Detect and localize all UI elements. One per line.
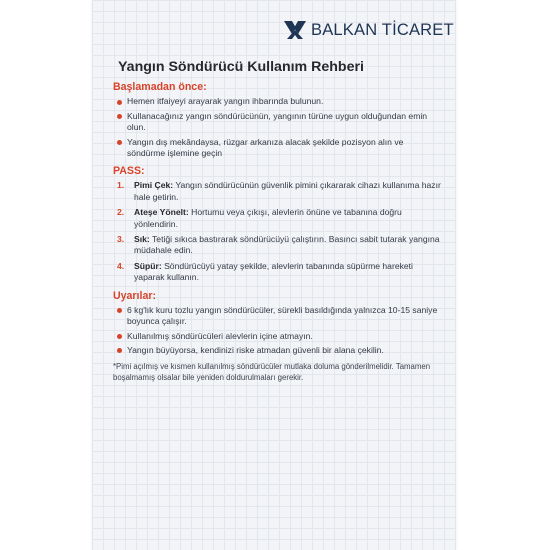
warnings-list [113,305,443,357]
brand-logo [283,16,454,44]
pass-step: 2. Ateşe Yönelt: Hortumu veya çıkışı, alevlerin önüne ve tabanına doğru yönlendirin. [117,207,402,229]
pass-steps [113,180,443,283]
list-item: Kullanacağınız yangın söndürücünün, yangının türüne uygun olduğundan emin olun. [113,111,443,134]
list-item: Yangın dış mekândaysa, rüzgar arkanıza alacak şekilde pozisyon alın ve söndürme işlemine geçin [113,137,443,160]
bullet-dot-icon [117,100,122,105]
list-item: Yangın büyüyorsa, kendinizi riske atmadan güvenli bir alana çekilin. [113,345,443,356]
footnote: *Pimi açılmış ve kısmen kullanılmış söndürücüler mutlaka doluma gönderilmelidir. Tamamen boşalmamış olsalar bile yeniden doldurulmaları gerekir. [113,362,431,382]
brand-name: BALKAN TİCARET [311,20,454,39]
page-title: Yangın Söndürücü Kullanım Rehberi [118,59,364,75]
brand-emblem-icon [283,18,307,42]
before-list [113,96,443,159]
pass-step: 4. Süpür: Söndürücüyü yatay şekilde, alevlerin tabanında süpürme hareketi yaparak kullanın. [117,260,413,283]
pass-step: 3. Sık: Tetiği sıkıca bastırarak söndürücüyü çalıştırın. Basıncı sabit tutarak yangına müdahale edin. [117,234,440,256]
bullet-dot-icon [117,348,122,353]
bullet-dot-icon [117,114,122,119]
bullet-dot-icon [117,308,122,313]
section-heading-warnings: Uyarılar: [113,289,156,302]
list-item: Hemen itfaiyeyi arayarak yangın ihbarında bulunun. [113,96,443,107]
list-item: 6 kg'lık kuru tozlu yangın söndürücüler, sürekli basıldığında yalnızca 10-15 saniye boyunca çalışır. [113,305,443,328]
section-heading-before: Başlamadan önce: [113,81,207,94]
bullet-dot-icon [117,140,122,145]
bullet-dot-icon [117,334,122,339]
list-item: Kullanılmış söndürücüleri alevlerin içine atmayın. [113,331,443,342]
guide-content [113,59,443,384]
section-heading-pass: PASS: [113,165,145,178]
pass-step: 1. Pimi Çek: Yangın söndürücünün güvenlik pimini çıkararak cihazı kullanıma hazır hale getirin. [117,180,441,202]
